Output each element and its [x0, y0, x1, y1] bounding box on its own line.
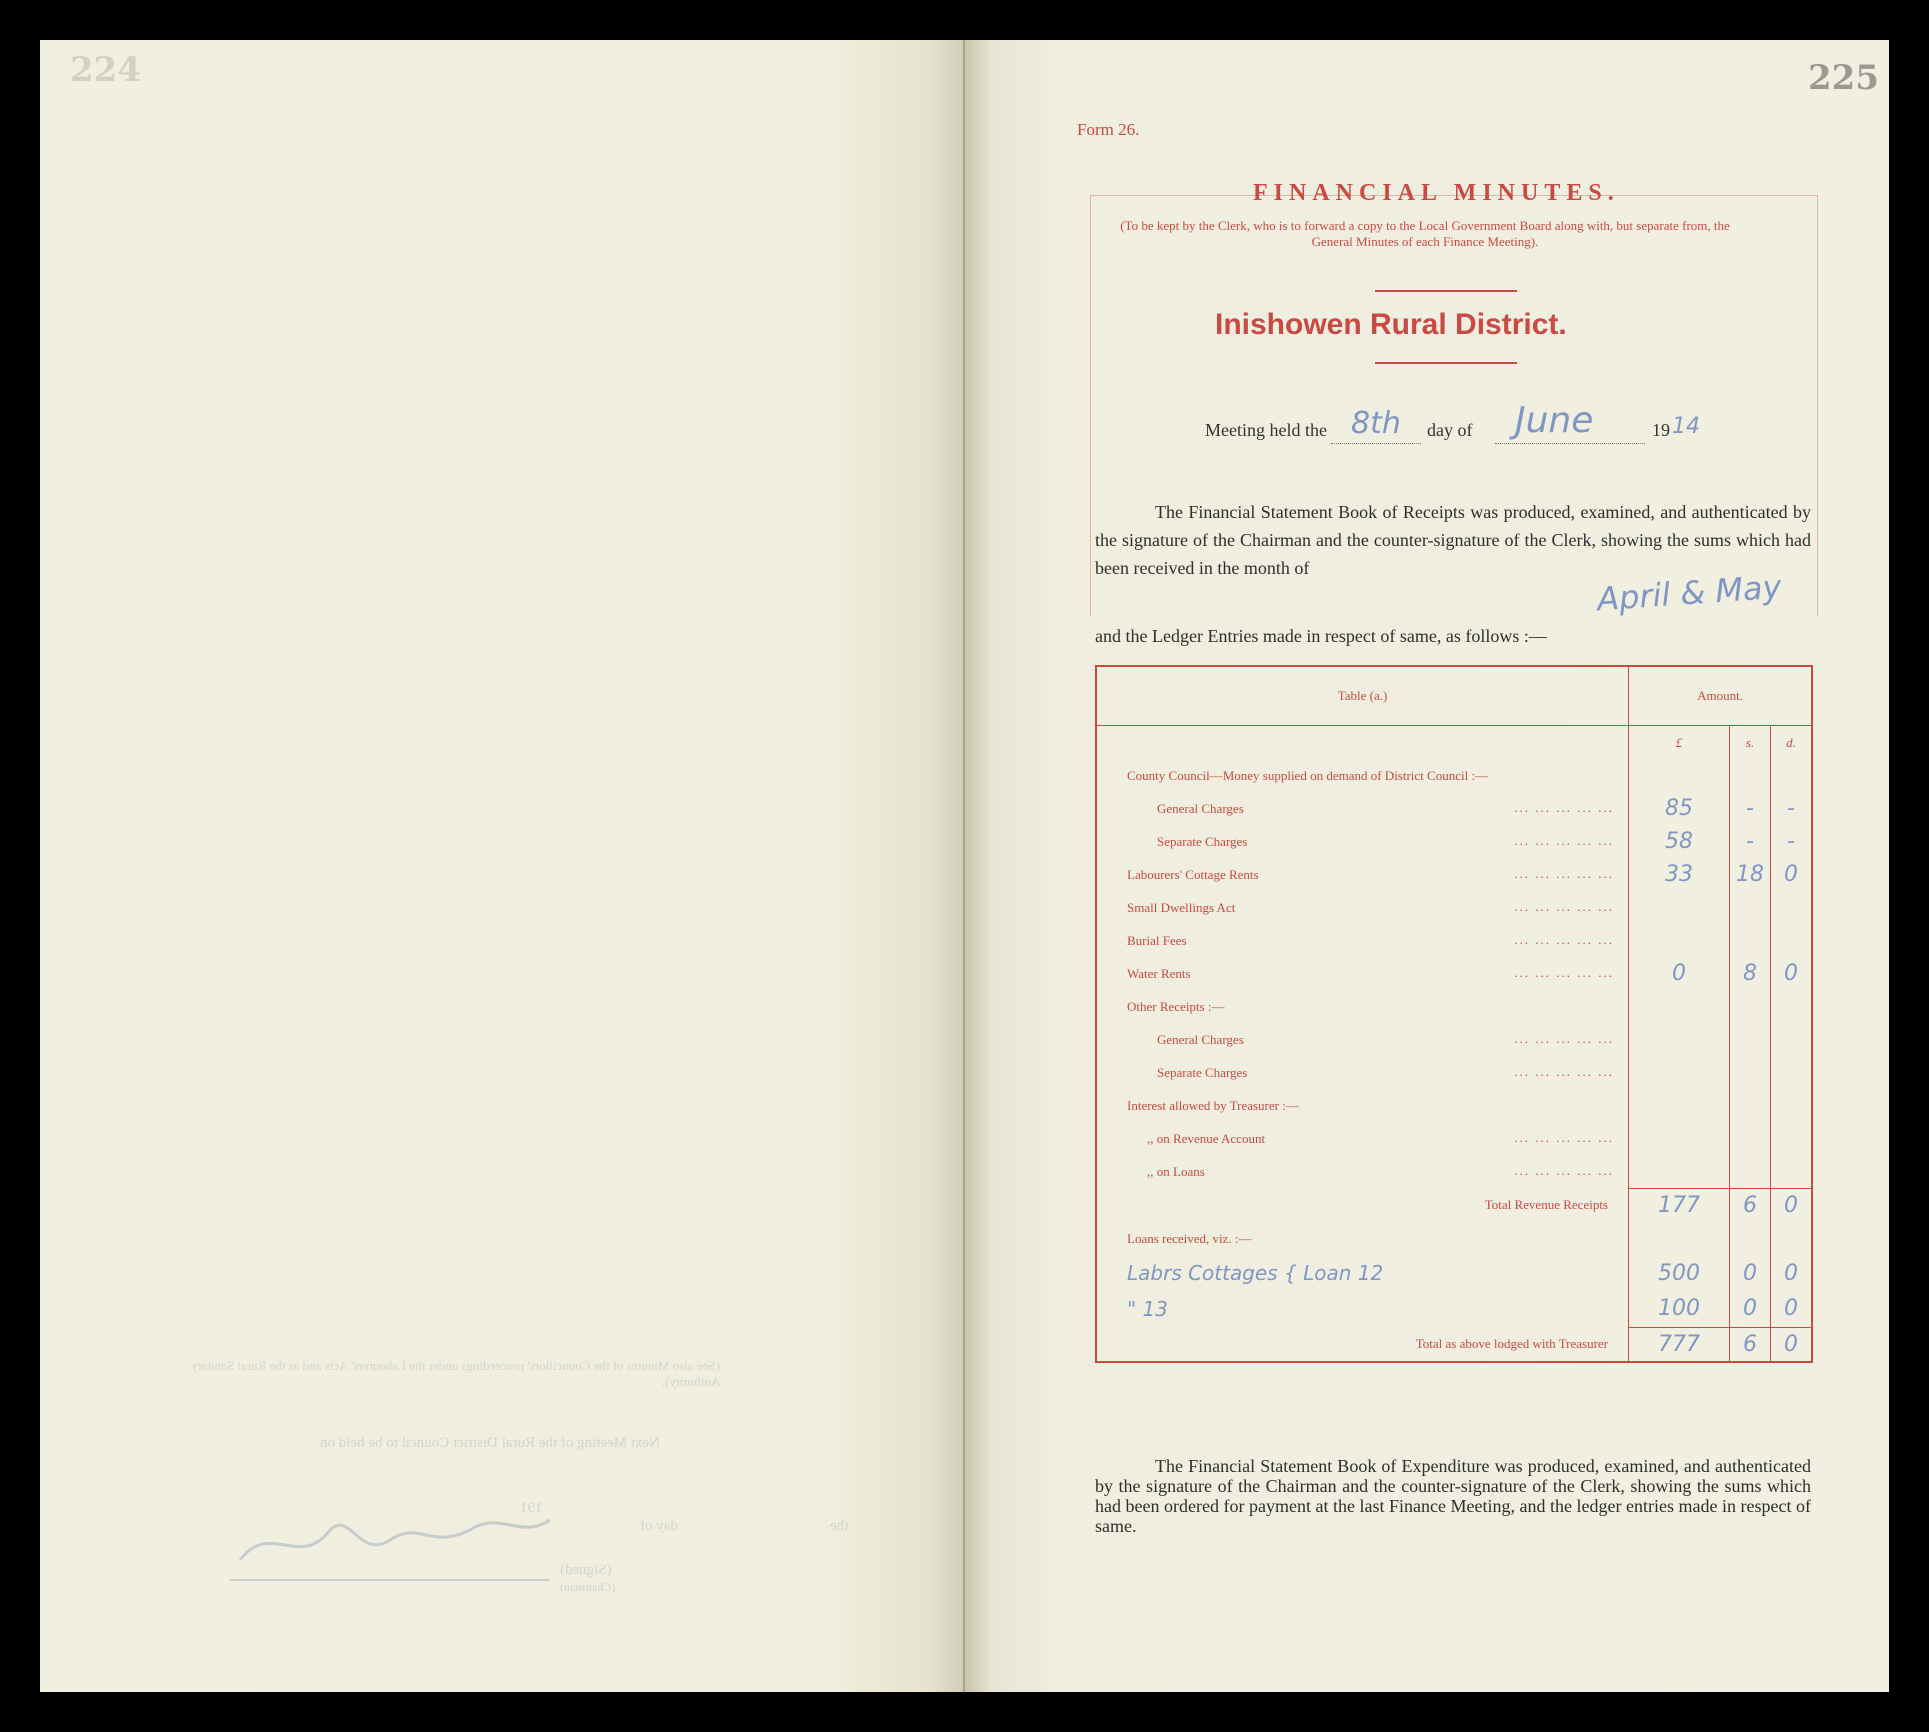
row-label: ,, on Loans [1147, 1163, 1205, 1179]
table-row [1096, 1122, 1812, 1155]
form-label: Form 26. [1077, 120, 1140, 139]
pounds-cell [1629, 924, 1730, 957]
ghost-day-of: day of [640, 1518, 678, 1534]
leader-dots: ... ... ... ... ... [1514, 1031, 1614, 1046]
pence-cell [1771, 1023, 1813, 1056]
table-row [1096, 891, 1812, 924]
left-page-number: 224 [70, 50, 141, 90]
table-row [1096, 825, 1812, 858]
pounds-cell: 500 [1629, 1255, 1730, 1291]
shillings-cell [1730, 1056, 1771, 1089]
meeting-year-prefix: 19 [1652, 420, 1670, 440]
form-subtitle: (To be kept by the Clerk, who is to forward a copy to the Local Government Board along with, but separate from, the General Minutes of each Finance Meeting). [1120, 218, 1730, 249]
row-label: General Charges [1157, 1031, 1244, 1047]
pounds-cell [1629, 1023, 1730, 1056]
row-label: Total Revenue Receipts [1484, 1197, 1608, 1213]
row-label: Other Receipts :— [1127, 998, 1225, 1014]
shillings-cell: 8 [1730, 957, 1771, 990]
shillings-cell: - [1730, 792, 1771, 825]
meeting-month: June [1515, 400, 1594, 441]
pounds-header: £ [1629, 726, 1730, 760]
table-row [1096, 792, 1812, 825]
shillings-cell [1730, 1122, 1771, 1155]
col-amount-header: Amount. [1629, 666, 1813, 726]
pounds-cell [1629, 1155, 1730, 1189]
ghost-signed: (Signed) [560, 1562, 612, 1578]
pence-cell: 0 [1771, 1255, 1813, 1291]
table-row [1096, 1222, 1812, 1255]
meeting-day: 8th [1351, 406, 1401, 441]
table-row [1096, 858, 1812, 891]
shillings-cell [1730, 1222, 1771, 1255]
meeting-prefix: Meeting held the [1205, 420, 1327, 440]
table-row [1096, 1023, 1812, 1056]
pence-cell [1771, 924, 1813, 957]
meeting-year-suffix: 14 [1672, 414, 1700, 439]
district-name: Inishowen Rural District. [1215, 308, 1567, 341]
ghost-the: the [830, 1518, 849, 1534]
table-row [1096, 1327, 1812, 1362]
table-row [1096, 924, 1812, 957]
pence-cell [1771, 891, 1813, 924]
rule-top [1375, 290, 1517, 292]
row-label: Interest allowed by Treasurer :— [1127, 1097, 1299, 1113]
shillings-cell: 6 [1730, 1327, 1771, 1362]
shillings-cell [1730, 891, 1771, 924]
leader-dots: ... ... ... ... ... [1514, 1163, 1614, 1178]
ghost-chairman: (Chairman) [560, 1580, 616, 1594]
leader-dots: ... ... ... ... ... [1514, 965, 1614, 980]
pence-cell [1771, 990, 1813, 1023]
row-label: Labourers' Cottage Rents [1127, 866, 1259, 882]
pence-cell [1771, 1155, 1813, 1189]
pounds-cell [1629, 1089, 1730, 1122]
right-page-number: 225 [1808, 58, 1879, 98]
pounds-cell [1629, 759, 1730, 792]
table-row [1096, 1089, 1812, 1122]
col-table-header: Table (a.) [1096, 666, 1629, 726]
pence-cell [1771, 1089, 1813, 1122]
meeting-dayof: day of [1427, 420, 1473, 440]
pence-cell: 0 [1771, 1327, 1813, 1362]
pounds-cell: 33 [1629, 858, 1730, 891]
pence-cell: 0 [1771, 1189, 1813, 1223]
pounds-cell: 777 [1629, 1327, 1730, 1362]
row-label: Total as above lodged with Treasurer [1415, 1335, 1608, 1351]
pounds-cell: 100 [1629, 1291, 1730, 1327]
shillings-cell [1730, 1089, 1771, 1122]
pence-header: d. [1771, 726, 1813, 760]
receipts-table [1095, 665, 1813, 1363]
pence-cell: 0 [1771, 957, 1813, 990]
shillings-cell [1730, 1023, 1771, 1056]
shillings-cell: - [1730, 825, 1771, 858]
rule-bottom [1375, 362, 1517, 364]
leader-dots: ... ... ... ... ... [1514, 800, 1614, 815]
leader-dots: ... ... ... ... ... [1514, 833, 1614, 848]
pounds-cell: 177 [1629, 1189, 1730, 1223]
leader-dots: ... ... ... ... ... [1514, 899, 1614, 914]
pounds-cell [1629, 1122, 1730, 1155]
row-label: Separate Charges [1157, 1064, 1248, 1080]
pounds-cell [1629, 891, 1730, 924]
ledger-book [40, 40, 1889, 1692]
shillings-cell [1730, 1155, 1771, 1189]
table-row [1096, 1056, 1812, 1089]
ghost-year: 191 [520, 1500, 543, 1516]
leader-dots: ... ... ... ... ... [1514, 866, 1614, 881]
row-label: ,, on Revenue Account [1147, 1130, 1266, 1146]
pounds-cell: 58 [1629, 825, 1730, 858]
ghost-note: (See also Minutes of the Councillors' proceedings under the Labourers' Acts and as the Rural Sanitary Authority). [190, 1358, 720, 1389]
right-page [965, 40, 1889, 1692]
pounds-cell [1629, 990, 1730, 1023]
pence-cell [1771, 1222, 1813, 1255]
pounds-cell: 0 [1629, 957, 1730, 990]
receipts-paragraph [1095, 498, 1811, 582]
leader-dots: ... ... ... ... ... [1514, 1064, 1614, 1079]
shillings-cell [1730, 759, 1771, 792]
row-label: General Charges [1157, 800, 1244, 816]
row-label: Labrs Cottages { Loan 12 [1127, 1261, 1384, 1285]
row-label: " 13 [1127, 1297, 1169, 1321]
row-label: Water Rents [1127, 965, 1191, 981]
pence-cell: - [1771, 825, 1813, 858]
ghost-signature [230, 1480, 560, 1590]
shillings-header: s. [1730, 726, 1771, 760]
table-row [1096, 1291, 1812, 1327]
row-label: Burial Fees [1127, 932, 1187, 948]
table-row [1096, 957, 1812, 990]
table-row [1096, 990, 1812, 1023]
pounds-cell [1629, 1056, 1730, 1089]
shillings-cell: 6 [1730, 1189, 1771, 1223]
leader-dots: ... ... ... ... ... [1514, 932, 1614, 947]
left-page [40, 40, 965, 1692]
row-label: Loans received, viz. :— [1127, 1230, 1252, 1246]
pence-cell: 0 [1771, 1291, 1813, 1327]
pounds-cell [1629, 1222, 1730, 1255]
form-title: FINANCIAL MINUTES. [1253, 180, 1620, 206]
leader-dots: ... ... ... ... ... [1514, 1130, 1614, 1145]
receipts-month: April & May [1595, 567, 1783, 619]
pence-cell: 0 [1771, 858, 1813, 891]
expenditure-paragraph: The Financial Statement Book of Expenditure was produced, examined, and authenticated by the signature of the Chairman and the counter-signature of the Clerk, showing the sums which had been ordered for payment at the last Finance Meeting, and the ledger entries made in respect of same. [1095, 1456, 1811, 1536]
pence-cell: - [1771, 792, 1813, 825]
pounds-cell: 85 [1629, 792, 1730, 825]
meeting-line [1205, 420, 1327, 441]
shillings-cell: 0 [1730, 1255, 1771, 1291]
row-label: County Council—Money supplied on demand of District Council :— [1127, 767, 1489, 783]
month-underline [1495, 442, 1645, 444]
pence-cell [1771, 759, 1813, 792]
table-row [1096, 759, 1812, 792]
receipts-text: The Financial Statement Book of Receipts was produced, examined, and authenticated by the signature of the Chairman and the counter-signature of the Clerk, showing the sums which had been received in the month of [1095, 502, 1811, 578]
pence-cell [1771, 1122, 1813, 1155]
row-label: Separate Charges [1157, 833, 1248, 849]
table-row [1096, 1189, 1812, 1223]
table-row [1096, 1155, 1812, 1189]
shillings-cell: 0 [1730, 1291, 1771, 1327]
receipts-tail: and the Ledger Entries made in respect of same, as follows :— [1095, 626, 1547, 646]
table-row [1096, 1255, 1812, 1291]
day-underline [1331, 442, 1421, 444]
shillings-cell: 18 [1730, 858, 1771, 891]
shillings-cell [1730, 924, 1771, 957]
row-label: Small Dwellings Act [1127, 899, 1236, 915]
ghost-next-meeting: Next Meeting of the Rural District Council to be held on [320, 1435, 660, 1451]
pence-cell [1771, 1056, 1813, 1089]
receipts-rows [1096, 759, 1812, 1362]
shillings-cell [1730, 990, 1771, 1023]
